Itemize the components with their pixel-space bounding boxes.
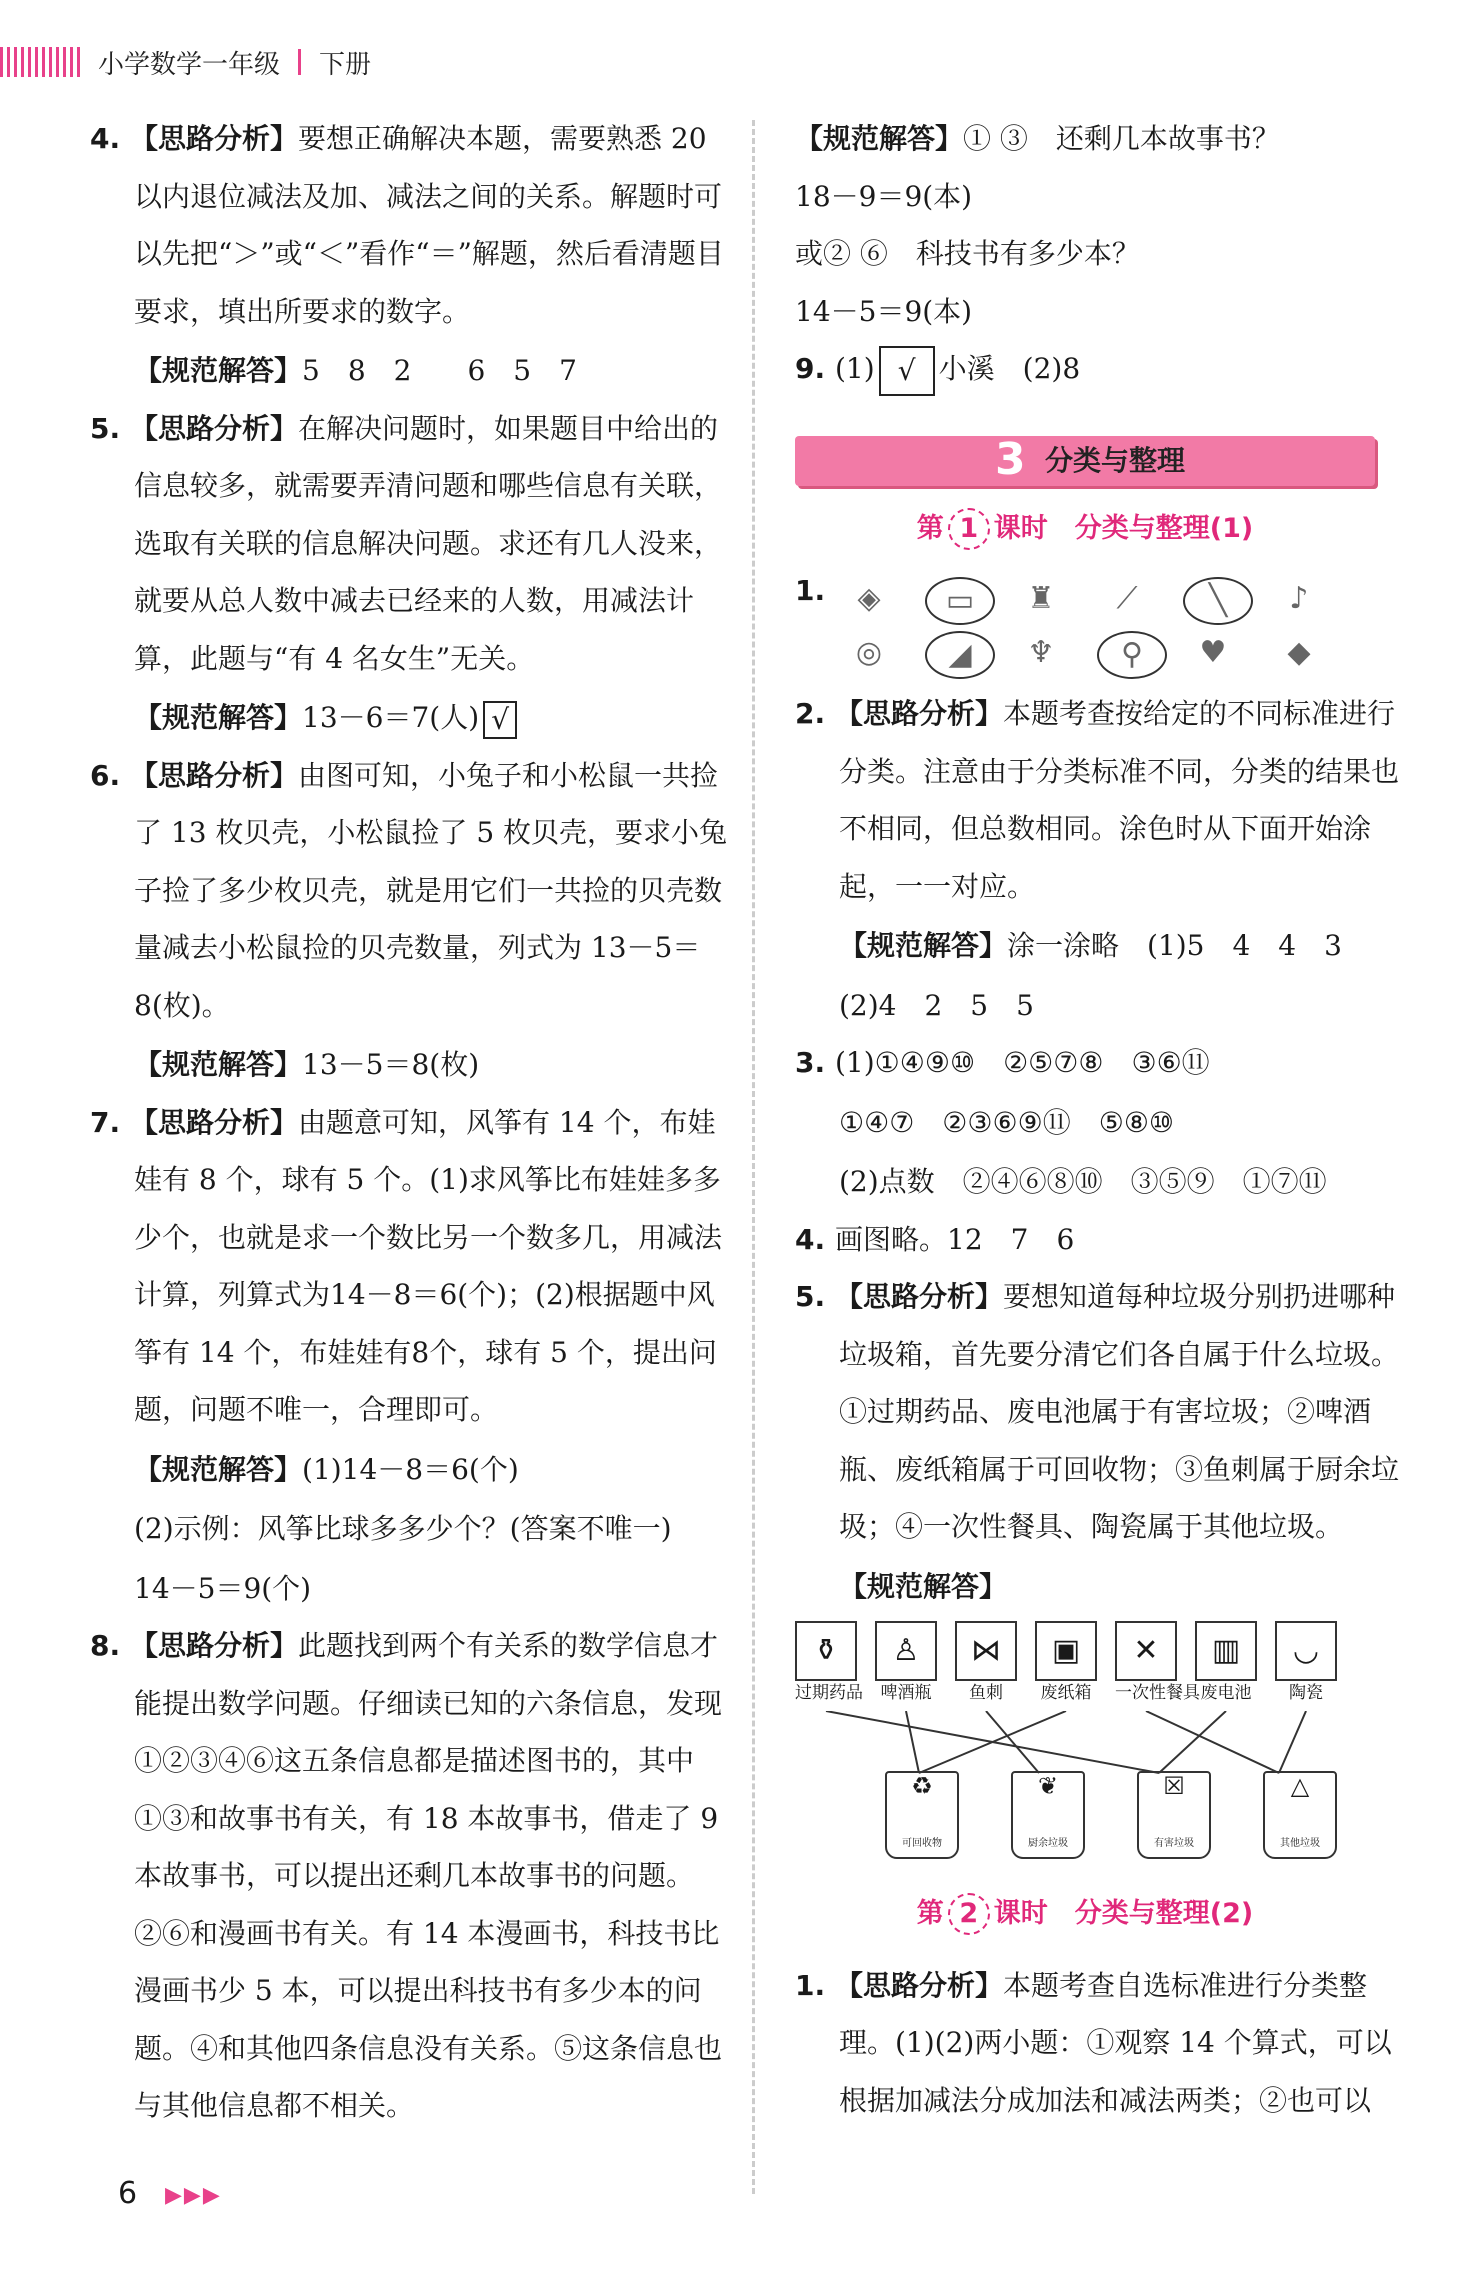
- q3-line1: 3. (1)①④⑨⑩ ②⑤⑦⑧ ③⑥⑪: [795, 1046, 1210, 1079]
- trash-item: ⋈ 鱼刺: [955, 1621, 1017, 1705]
- q9-answer: 9. (1) √ 小溪 (2)8: [795, 340, 1415, 398]
- q6-analysis: 6. 【思路分析】由图可知，小兔子和小松鼠一共捡了 13 枚贝壳，小松鼠捡了 5 枚贝壳，要求小兔子捡了多少枚贝壳，就是用它们一共捡的贝壳数量减去小松鼠捡的贝壳数量，列式为 13－5＝8(枚)。: [90, 758, 728, 1022]
- toothpaste-icon: ⟋: [1116, 581, 1138, 617]
- q7-solution-2: (2)示例：风筝比球多多少个？(答案不唯一): [134, 1512, 672, 1545]
- other-waste-bin: △ 其他垃圾: [1263, 1771, 1337, 1859]
- kitchen-icon: ❦: [1037, 1771, 1059, 1800]
- violin-icon: ♪: [1289, 581, 1309, 617]
- q4-analysis: 4. 【思路分析】要想正确解决本题，需要熟悉 20 以内退位减法及加、减法之间的关系。解题时可以先把“＞”或“＜”看作“＝”解题，然后看清题目要求，填出所要求的数字。: [90, 122, 724, 328]
- kitchen-waste-bin: ❦ 厨余垃圾: [1011, 1771, 1085, 1859]
- q4-answer: 4. 画图略。12 7 6: [795, 1222, 1075, 1256]
- column-divider: [752, 120, 755, 2194]
- bowl-icon: ◡: [1275, 1621, 1337, 1681]
- q2-solution: 【规范解答】涂一涂略 (1)5 4 4 3: [839, 929, 1342, 962]
- q5-solution: 【规范解答】13－6＝7(人) √: [90, 689, 730, 747]
- q8-solution-line3: 或② ⑥ 科技书有多少本？: [795, 237, 1140, 270]
- coat-icon: ♜: [1027, 581, 1055, 617]
- trash-item: ▣ 废纸箱: [1035, 1621, 1097, 1705]
- left-column: [90, 110, 730, 2135]
- section-banner: [795, 433, 1375, 486]
- q4-solution: 【规范解答】5 8 2 6 5 7: [134, 354, 577, 387]
- lesson-1-title: 第 1 课时 分类与整理(1): [795, 500, 1375, 558]
- cake-icon: ◢: [925, 631, 995, 679]
- recycle-bin: ♻ 可回收物: [885, 1771, 959, 1859]
- header-stripes: [0, 47, 84, 77]
- trash-item: ✕ 一次性餐具: [1115, 1621, 1177, 1705]
- q5-solution-tag: 【规范解答】: [839, 1569, 1008, 1603]
- other-waste-icon: △: [1290, 1771, 1310, 1800]
- cardboard-box-icon: ▣: [1035, 1621, 1097, 1681]
- chopsticks-icon: ✕: [1115, 1621, 1177, 1681]
- q7-solution-3: 14－5＝9(个): [134, 1571, 312, 1605]
- recycle-icon: ♻: [911, 1771, 933, 1800]
- trash-sorting-diagram: [795, 1621, 1385, 1871]
- page-number: 6: [118, 2176, 138, 2211]
- header-volume: 下册: [319, 49, 372, 80]
- q8-solution-line2: 18－9＝9(本): [795, 179, 973, 213]
- fish-icon: ◆: [1287, 635, 1311, 671]
- q8-analysis: 8. 【思路分析】此题找到两个有关系的数学信息才能提出数学问题。仔细读已知的六条信息，发现①②③④⑥这五条信息都是描述图书的，其中①③和故事书有关，有 18 本故事书，借走了 9 本故事书，可以提出还剩几本故事书的问题。②⑥和漫画书有关。有 14 本漫画书，科技书比漫画书少 5 本，可以提出科技书有多少本的问题。④和其他四条信息没有关系。⑤这条信息也与其他信息都不相关。: [90, 1629, 723, 2122]
- trash-item: ⚱ 过期药品: [795, 1621, 857, 1705]
- trash-bins-row: [885, 1771, 1337, 1859]
- trash-item: ♙ 啤酒瓶: [875, 1621, 937, 1705]
- pencil-cup-icon: ⚲: [1097, 631, 1167, 679]
- header-separator: [298, 49, 301, 75]
- q2-solution-2: (2)4 2 5 5: [839, 988, 1034, 1022]
- q7-analysis: 7. 【思路分析】由题意可知，风筝有 14 个，布娃娃有 8 个，球有 5 个。(1)求风筝比布娃娃多多少个，也就是求一个数比另一个数多几，用减法计算，列算式为14－8＝6(个)；(2)根据题中风筝有 14 个，布娃娃有8个，球有 5 个，提出问题，问题不唯一，合理即可。: [90, 1105, 723, 1426]
- q3-line3: (2)点数 ②④⑥⑧⑩ ③⑤⑨ ①⑦⑪: [839, 1165, 1327, 1198]
- battery-icon: ▥: [1195, 1621, 1257, 1681]
- q7-solution: 【规范解答】(1)14－8＝6(个): [134, 1452, 519, 1486]
- bottle-icon: ♙: [875, 1621, 937, 1681]
- medicine-icon: ⚱: [795, 1621, 857, 1681]
- cup-icon: ◎: [855, 635, 883, 671]
- check-box: √: [879, 346, 935, 396]
- candy-icon: ◈: [857, 581, 881, 617]
- section-number: 3: [995, 433, 1026, 485]
- q1b-analysis: 1. 【思路分析】本题考查自选标准进行分类整理。(1)(2)两小题：①观察 14 个算式，可以根据加减法分成加法和减法两类；②也可以: [795, 1968, 1392, 2117]
- q3-line2: ①④⑦ ②③⑥⑨⑪ ⑤⑧⑩: [839, 1105, 1175, 1139]
- page-header: [0, 40, 371, 84]
- fishbone-icon: ⋈: [955, 1621, 1017, 1681]
- hazardous-icon: ☒: [1163, 1771, 1185, 1800]
- q6-solution: 【规范解答】13－5＝8(枚): [134, 1048, 480, 1081]
- check-box: √: [483, 701, 517, 739]
- page-arrows: ▶▶▶: [165, 2183, 222, 2208]
- header-subject: 小学数学一年级: [98, 49, 281, 80]
- q5-analysis: 5. 【思路分析】要想知道每种垃圾分别扔进哪种垃圾箱，首先要分清它们各自属于什么垃圾。①过期药品、废电池属于有害垃圾；②啤酒瓶、废纸箱属于可回收物；③鱼刺属于厨余垃圾；④一次性餐具、陶瓷属于其他垃圾。: [795, 1280, 1400, 1543]
- section-title: 分类与整理: [1045, 443, 1186, 477]
- q8-solution-line1: 【规范解答】① ③ 还剩几本故事书？: [795, 122, 1280, 155]
- lesson-2-title: 第 2 课时 分类与整理(2): [795, 1885, 1375, 1943]
- q8-solution-line4: 14－5＝9(本): [795, 294, 973, 328]
- trash-item: ▥ 废电池: [1195, 1621, 1257, 1705]
- hazardous-bin: ☒ 有害垃圾: [1137, 1771, 1211, 1859]
- trash-items-row: [795, 1621, 1385, 1705]
- q5-analysis: 5. 【思路分析】在解决问题时，如果题目中给出的信息较多，就需要弄清问题和哪些信息有关联，选取有关联的信息解决问题。求还有几人没来，就要从总人数中减去已经来的人数，用减法计算，此题与“有 4 名女生”无关。: [90, 411, 723, 675]
- q2-analysis: 2. 【思路分析】本题考查按给定的不同标准进行分类。注意由于分类标准不同，分类的结果也不相同，但总数相同。涂色时从下面开始涂起，一一对应。: [795, 697, 1400, 903]
- pencil-icon: ╲: [1183, 577, 1253, 625]
- fries-icon: ♆: [1027, 635, 1055, 671]
- right-column: 【规范解答】① ③ 还剩几本故事书？ 18－9＝9(本) 或② ⑥ 科技书有多少本？ 14－5＝9(本) 9. (1) √ 小溪 (2)8 3 分类与整理 第 1 课时 分类与整理(1) 1. ◈ ▭ ♜ ⟋ ╲ ♪ ◎ ◢ ♆ ⚲ ♥ ◆ 2. 【思路分析】本题考查按给定的不同标准进行分类。注意由于分类标准不同，分类的结果也不相同，但总数相同。涂色时从下面开始涂起，一一对应。 【规范解答】涂一涂略 (1)5 4 4 3 (2)4 2 5 5 3. (1)①④⑨⑩ ②⑤⑦⑧ ③⑥⑪ ①④⑦ ②③⑥⑨⑪ ⑤⑧⑩ (2)点数 ②④⑥⑧⑩ ③⑤⑨ ①⑦⑪ 4. 画图略。12 7 6 5. 【思路分析】要想知道每种垃圾分别扔进哪种垃圾箱，首先要分清它们各自属于什么垃圾。①过期药品、废电池属于有害垃圾；②啤酒瓶、废纸箱属于可回收物；③鱼刺属于厨余垃圾；④一次性餐具、陶瓷属于其他垃圾。 【规范解答】 ⚱ 过期药品 ♙ 啤酒瓶 ⋈ 鱼刺 ▣ 废纸箱 ✕ 一次性餐具 ▥ 废电池 ◡ 陶瓷 ♻ 可回收物 ❦ 厨余垃圾 ☒ 有害垃圾 △ 其他垃圾 第 2 课时 分类与整理(2) 1. 【思路分析】本题考查自选标准进行分类整理。(1)(2)两小题：①观察 14 个算式，可以根据加减法分成加法和减法两类；②也可以: [795, 110, 1415, 2129]
- trash-item: ◡ 陶瓷: [1275, 1621, 1337, 1705]
- strawberry-icon: ♥: [1199, 635, 1227, 671]
- bread-icon: ▭: [925, 577, 995, 625]
- q1-icon-grid: [839, 577, 1415, 679]
